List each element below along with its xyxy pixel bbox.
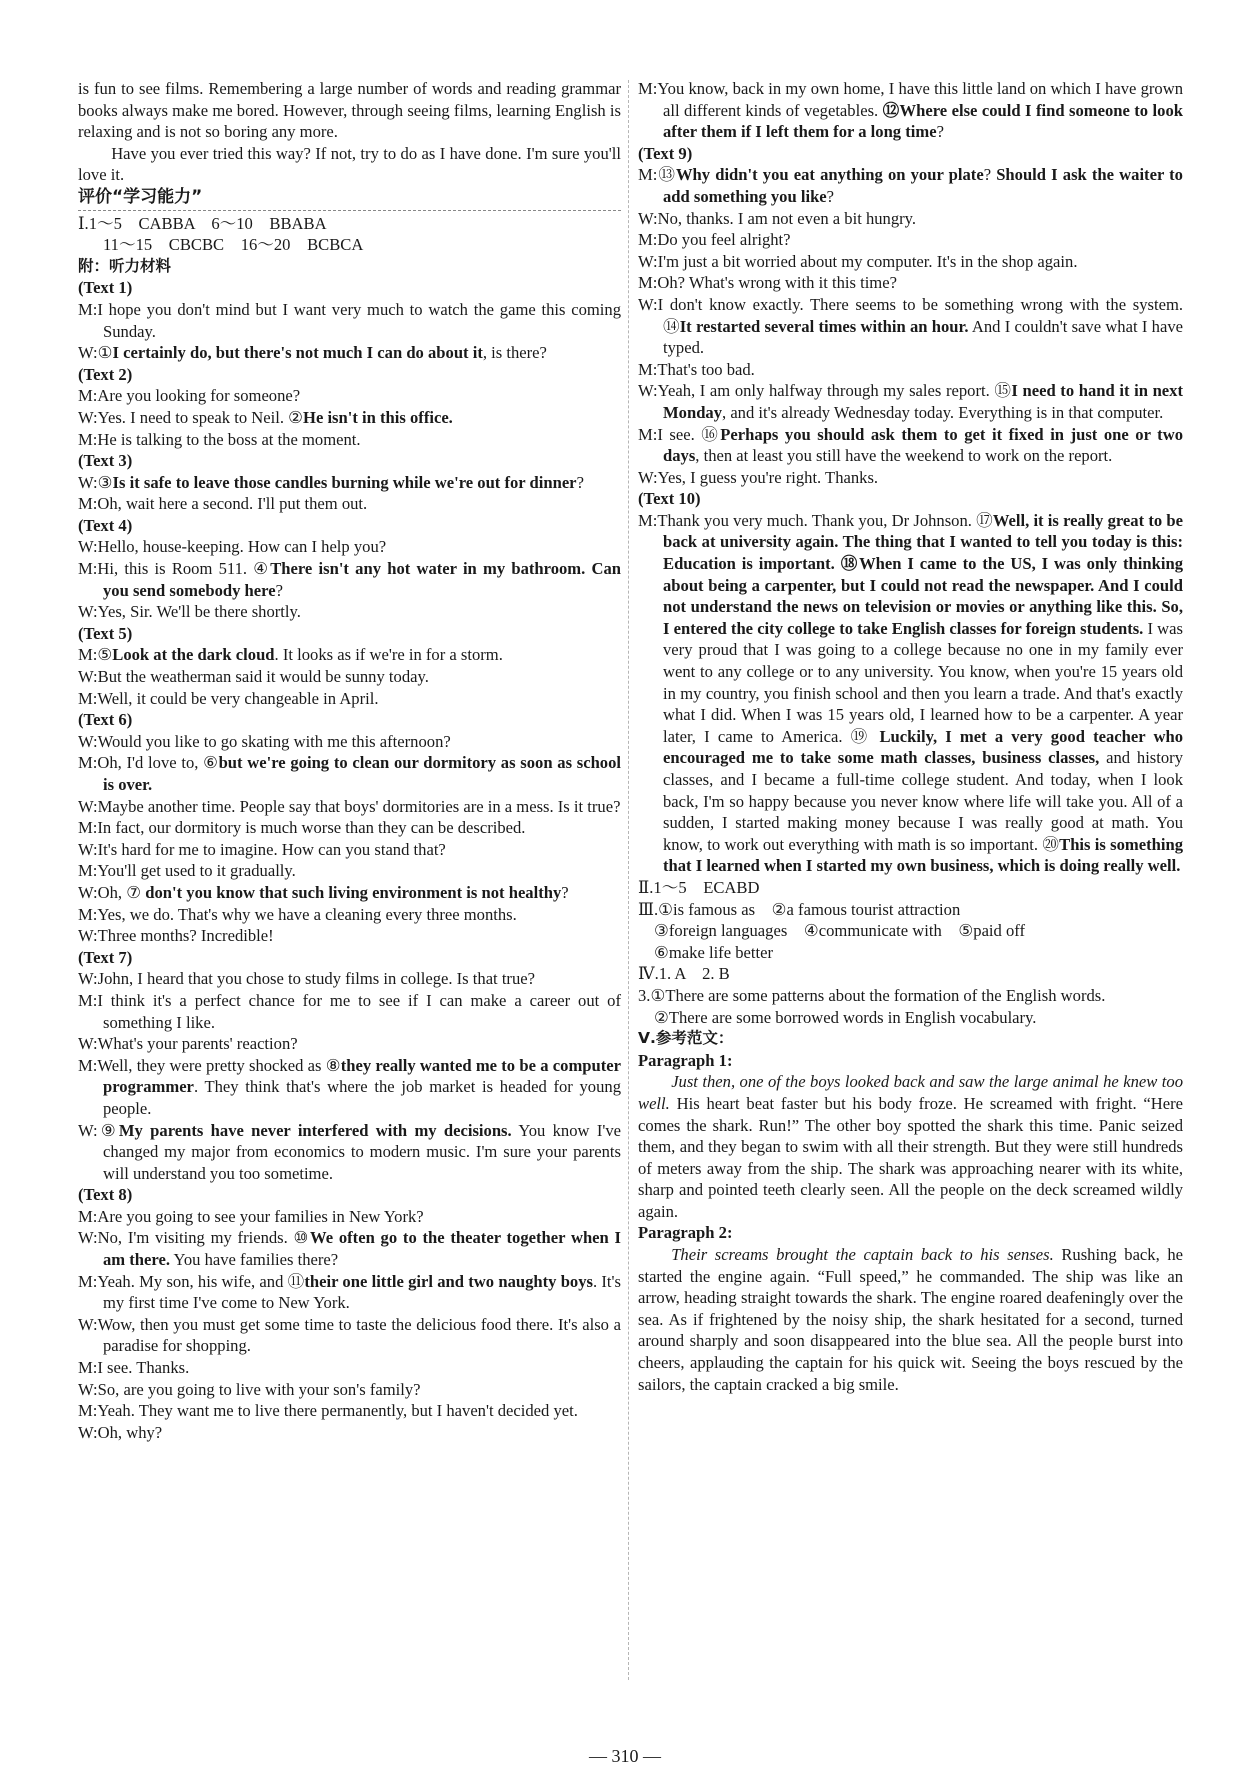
dialogue-line: M:Do you feel alright? [638,230,791,250]
listening-title: 附：听力材料 [78,256,172,275]
dialogue-line: W:No, thanks. I am not even a bit hungry. [638,208,917,228]
dialogue-line: M:Oh? What's wrong with it this time? [638,273,897,293]
dialogue-line: W:I'm just a bit worried about my computer. It's in the shop again. [638,251,1078,271]
dialogue-line: W:Yeah, I am only halfway through my sales report. ⑮I need to hand it in next Monday, and it's already Wednesday today. Everything is in that computer. [638,381,1183,422]
dialogue-line: W:①I certainly do, but there's not much I can do about it, is there? [78,343,547,363]
dialogue-line: W:But the weatherman said it would be sunny today. [78,667,429,687]
text-2-heading: (Text 2) [78,364,133,384]
answers-part-4-item-3b: ②There are some borrowed words in English vocabulary. [654,1007,1037,1027]
dialogue-line: W:No, I'm visiting my friends. ⑩We often go to the theater together when I am there. You have families there? [78,1228,621,1270]
text-3-heading: (Text 3) [78,451,133,471]
dialogue-line: M:I see. ⑯Perhaps you should ask them to get it fixed in just one or two days, then at least you still have the weekend to work on the report. [638,424,1183,466]
answers-part-4-item-3: 3.①There are some patterns about the formation of the English words. [638,985,1106,1005]
dialogue-line: M:Well, they were pretty shocked as ⑧they really wanted me to be a computer programmer. They think that's where the job market is headed for young people. [78,1055,621,1118]
intro-paragraph: is fun to see films. Remembering a large number of words and reading grammar books always make me bored. However, through seeing films, learning English is relaxing and is not so boring any more. [78,79,621,142]
dialogue-line: W:Yes, Sir. We'll be there shortly. [78,602,301,622]
answers-part-2: Ⅱ.1～5 ECABD [638,877,760,897]
dialogue-line: W:Yes, I guess you're right. Thanks. [638,467,879,487]
text-4-heading: (Text 4) [78,515,133,535]
text-6-heading: (Text 6) [78,710,133,730]
dialogue-line: M:Yes, we do. That's why we have a cleaning every three months. [78,904,517,924]
answers-part-3-line-3: ⑥make life better [654,942,773,962]
dialogue-line: M:Oh, wait here a second. I'll put them out. [78,494,368,514]
text-1-heading: (Text 1) [78,278,133,298]
dialogue-line: M:Hi, this is Room 511. ④There isn't any hot water in my bathroom. Can you send somebody here? [78,559,621,600]
dialogue-line: M:⑬Why didn't you eat anything on your plate? Should I ask the waiter to add something you like? [638,165,1183,206]
dialogue-line: M:Oh, I'd love to, ⑥but we're going to clean our dormitory as soon as school is over. [78,753,621,794]
intro-paragraph-2: Have you ever tried this way? If not, try to do as I have done. I'm sure you'll love it. [78,143,621,185]
model-essay-title: Ⅴ.参考范文： [638,1029,734,1048]
paragraph-1-label: Paragraph 1: [638,1050,733,1070]
dialogue-line: M:In fact, our dormitory is much worse than they can be described. [78,818,526,838]
left-column [78,78,621,1443]
answers-part-3-line-1: Ⅲ.①is famous as ②a famous tourist attraction [638,899,961,919]
dialogue-line: W:I don't know exactly. There seems to be something wrong with the system. ⑭It restarted several times within an hour. And I couldn't save what I have typed. [638,294,1183,358]
text-10-heading: (Text 10) [638,489,701,509]
dialogue-line: W:John, I heard that you chose to study films in college. Is that true? [78,969,535,989]
dialogue-line: W:Maybe another time. People say that boys' dormitories are in a mess. Is it true? [78,796,621,816]
dialogue-line: W:Oh, ⑦ don't you know that such living environment is not healthy? [78,882,569,902]
dialogue-line: W:Hello, house-keeping. How can I help you? [78,537,387,557]
dialogue-line: W:Three months? Incredible! [78,926,274,946]
answers-part-4: Ⅳ.1. A 2. B [638,964,730,984]
speech-paragraph: M:Thank you very much. Thank you, Dr Johnson. ⑰Well, it is really great to be back at university again. The thing that I wanted to tell you today is this: Education is important. ⑱When I came to the US, I was only thinking about being a carpenter, but I could not read the newspaper. And I could not understand the news on television or movies or anything like this. So, I entered the city college to take English classes for foreign students. I was very proud that I was going to a college because no one in my family ever went to any college or to any university. You know, when you're 15 years old in my country, you finish school and then you learn a trade. And that's exactly what I did. When I was 15 years old, I learned how to be a carpenter. A year later, I came to America. ⑲ Luckily, I met a very good teacher who encouraged me to take some math classes, business classes, and history classes, and I became a full-time college student. And today, when I look back, I'm so happy because you never know where life will take you. All of a sudden, I started making money because I was really good at math. You know, to work out everything with math is so important. ⑳This is something that I learned when I started my own business, which is doing really well. [638,510,1184,876]
answers-line-1: Ⅰ.1～5 CABBA 6～10 BBABA [78,213,327,233]
paragraph-2-label: Paragraph 2: [638,1223,733,1243]
dialogue-line: M:You know, back in my own home, I have this little land on which I have grown all different kinds of vegetables. ⑫Where else could I find someone to look after them if I left them for a long time? [638,79,1183,142]
dialogue-line: M:Are you looking for someone? [78,386,301,406]
dialogue-line: M:I see. Thanks. [78,1358,190,1378]
dialogue-line: W:⑨My parents have never interfered with my decisions. You know I've changed my major from economics to modern music. I'm sure your parents will understand you too sometime. [78,1120,621,1183]
paragraph-2-text: Their screams brought the captain back to his senses. Rushing back, he started the engine again. “Full speed,” he commanded. The ship was like an arrow, heading straight towards the shark. The engine roared deafeningly over the sea. As if frightened by the noisy ship, the shark hesitated for a second, turned around sharply and soon disappeared into the blue sea. All the people burst into cheers, applauding the captain for his quick wit. Seeing the boys rescued by the sailors, the captain cracked a big smile. [638,1245,1183,1394]
dialogue-line: W:It's hard for me to imagine. How can you stand that? [78,839,446,859]
text-9-heading: (Text 9) [638,143,693,163]
dialogue-line: M:Yeah. My son, his wife, and ⑪their one little girl and two naughty boys. It's my first time I've come to New York. [78,1271,621,1313]
section-title: 评价“学习能力” [78,187,621,211]
dialogue-line: W:Would you like to go skating with me this afternoon? [78,731,451,751]
paragraph-1-text: Just then, one of the boys looked back and saw the large animal he knew too well. His heart beat faster but his body froze. He screamed with fright. “Here comes the shark. Run!” The other boy spotted the shark this time. Panic seized them, and they began to swim with all their strength. But they were still hundreds of meters away from the ship. The shark was approaching nearer with its white, sharp and pointed teeth clearly seen. All the people on the deck screamed wildly again. [638,1072,1183,1221]
dialogue-line: M:⑤Look at the dark cloud. It looks as if we're in for a storm. [78,645,503,665]
page-number: — 310 — [589,1746,661,1766]
dialogue-line: W:③Is it safe to leave those candles burning while we're out for dinner? [78,472,584,492]
dialogue-line: M:Yeah. They want me to live there permanently, but I haven't decided yet. [78,1401,578,1421]
dialogue-line: M:I hope you don't mind but I want very much to watch the game this coming Sunday. [78,299,621,341]
text-5-heading: (Text 5) [78,623,133,643]
dialogue-line: W:Yes. I need to speak to Neil. ②He isn't in this office. [78,407,453,427]
right-column [638,78,1183,1395]
dialogue-line: W:Wow, then you must get some time to taste the delicious food there. It's also a paradise for shopping. [78,1314,621,1356]
text-7-heading: (Text 7) [78,947,133,967]
dialogue-line: W:So, are you going to live with your son's family? [78,1379,421,1399]
dialogue-line: M:I think it's a perfect chance for me to see if I can make a career out of something I like. [78,990,621,1032]
column-divider [628,80,629,1680]
dialogue-line: M:Are you going to see your families in New York? [78,1206,424,1226]
answers-part-3-line-2: ③foreign languages ④communicate with ⑤paid off [654,921,1026,941]
answers-line-2: 11～15 CBCBC 16～20 BCBCA [103,235,364,255]
dialogue-line: M:Well, it could be very changeable in April. [78,688,379,708]
text-8-heading: (Text 8) [78,1185,133,1205]
dialogue-line: W:Oh, why? [78,1422,163,1442]
dialogue-line: M:That's too bad. [638,359,755,379]
dialogue-line: W:What's your parents' reaction? [78,1034,298,1054]
dialogue-line: M:You'll get used to it gradually. [78,861,296,881]
dialogue-line: M:He is talking to the boss at the moment. [78,429,361,449]
